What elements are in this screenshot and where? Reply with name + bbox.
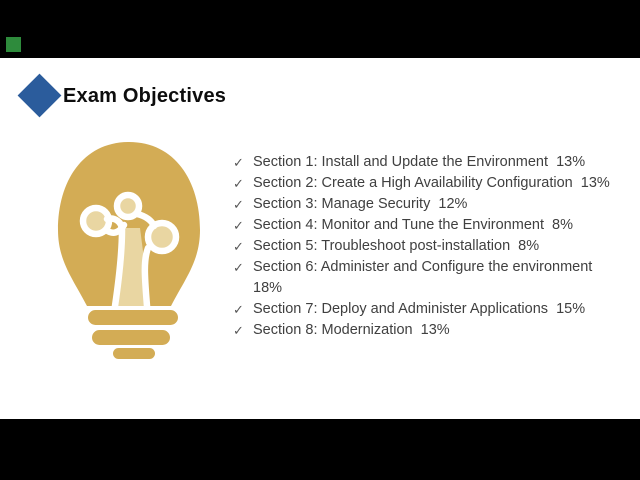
checkmark-icon: ✓: [233, 155, 244, 170]
objective-text: Section 7: Deploy and Administer Applications 15%: [253, 301, 586, 317]
list-item: [233, 194, 633, 215]
green-indicator-square: [6, 37, 21, 52]
list-item: [233, 236, 633, 257]
objective-text: Section 3: Manage Security 12%: [253, 196, 468, 212]
letterbox-bottom-bar: [0, 419, 640, 480]
list-item: [233, 173, 633, 194]
checkmark-icon: ✓: [233, 323, 244, 338]
objective-text-wrap: 18%: [253, 280, 283, 296]
list-item: [233, 152, 633, 173]
objective-text: Section 1: Install and Update the Environment 13%: [253, 154, 586, 170]
list-item: [233, 320, 633, 341]
objective-text: Section 8: Modernization 13%: [253, 322, 450, 338]
objective-text: Section 5: Troubleshoot post-installation 8%: [253, 238, 540, 254]
objective-text: Section 2: Create a High Availability Configuration 13%: [253, 175, 610, 191]
checkmark-icon: ✓: [233, 176, 244, 191]
checkmark-icon: ✓: [233, 239, 244, 254]
checkmark-icon: ✓: [233, 260, 244, 275]
lightbulb-icon: [44, 130, 214, 370]
checkmark-icon: ✓: [233, 218, 244, 233]
slide-title: Exam Objectives: [63, 85, 227, 107]
letterbox-top-bar: [0, 0, 640, 58]
checkmark-icon: ✓: [233, 302, 244, 317]
objective-text: Section 4: Monitor and Tune the Environment 8%: [253, 217, 573, 233]
checkmark-icon: ✓: [233, 197, 244, 212]
objective-text: Section 6: Administer and Configure the environment: [253, 259, 593, 275]
list-item: [233, 257, 633, 299]
diamond-icon: [18, 74, 62, 118]
list-item: [233, 215, 633, 236]
list-item: [233, 299, 633, 320]
objectives-list: [233, 152, 633, 341]
